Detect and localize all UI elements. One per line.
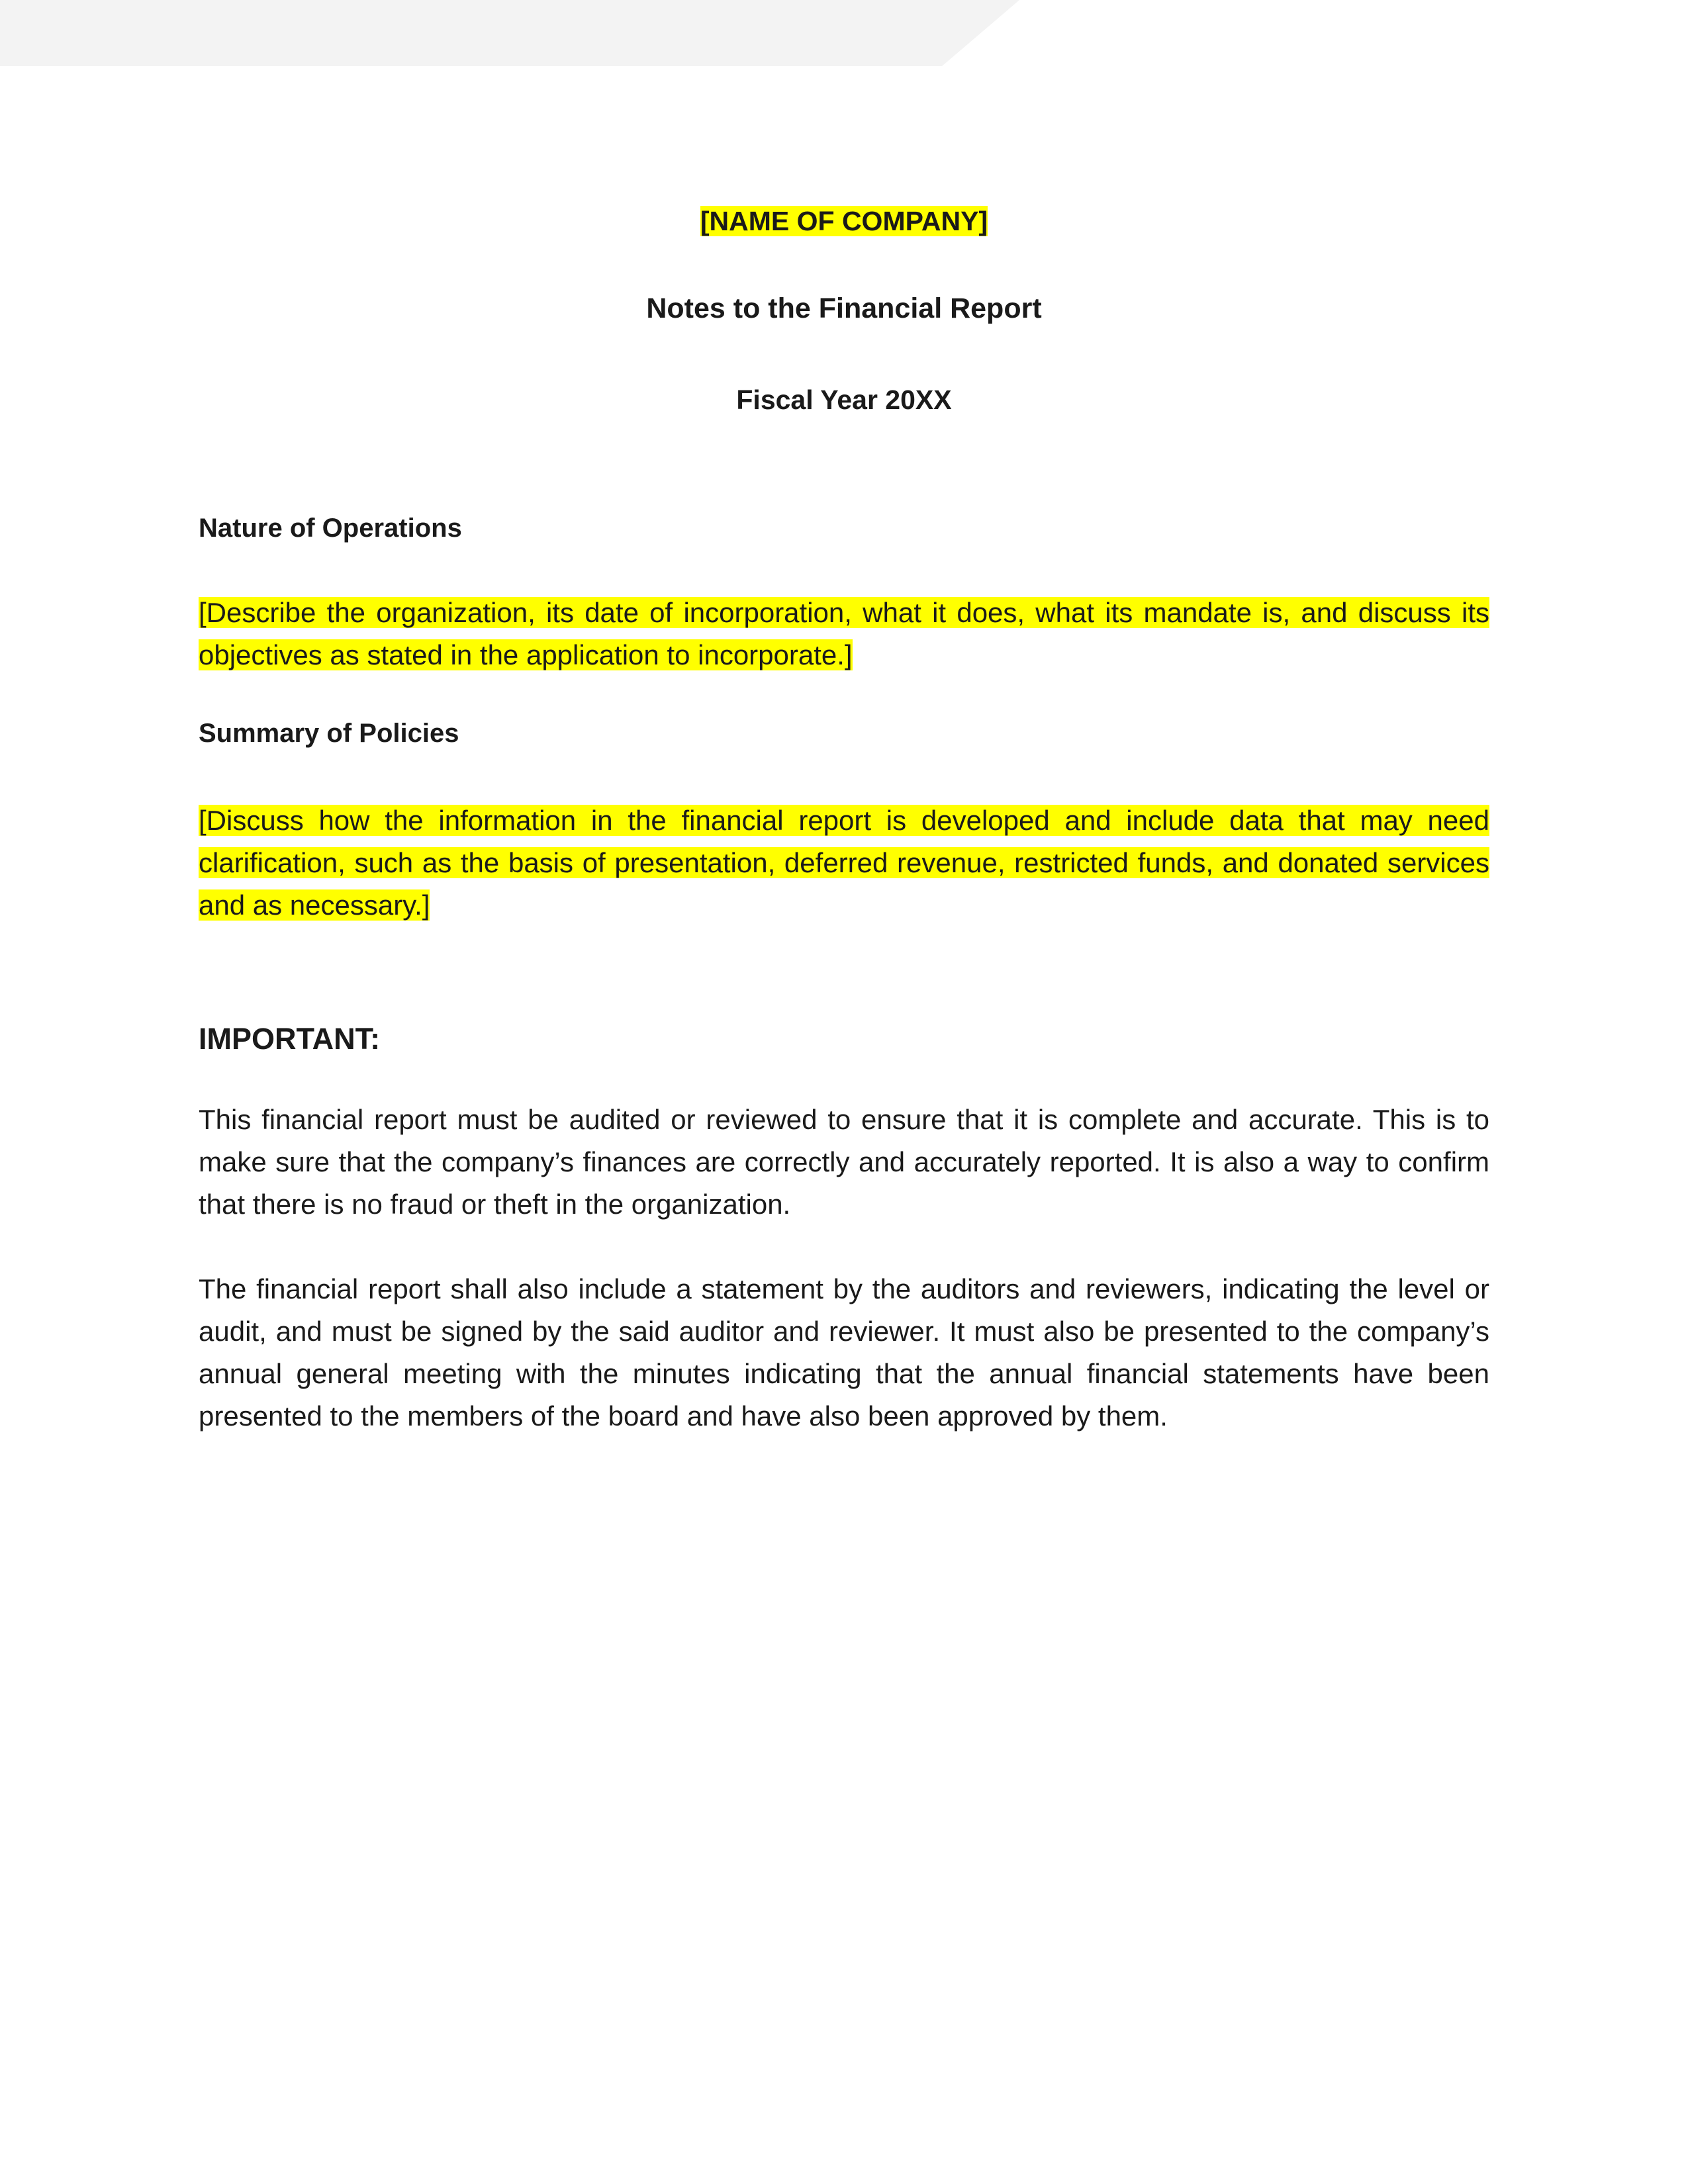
document-page [199,185,1489,1437]
document-title: Notes to the Financial Report [646,293,1042,324]
company-name-placeholder: [NAME OF COMPANY] [700,206,988,236]
section-body-summary-of-policies [199,799,1489,927]
section-heading-nature-of-operations: Nature of Operations [199,514,462,543]
important-paragraph-2: The financial report shall also include a statement by the auditors and reviewers, indicating the level or audit, and must be signed by the said auditor and reviewer. It must also be presented to the company’s annual general meeting with the minutes indicating that the annual financial statements have been presented to the members of the board and have also been approved by them. [199,1273,1489,1432]
important-paragraph-1: This financial report must be audited or reviewed to ensure that it is complete and accurate. This is to make sure that the company’s finances are correctly and accurately reported. It is also a way to confirm that there is no fraud or theft in the organization. [199,1104,1489,1220]
section-heading-summary-of-policies: Summary of Policies [199,719,459,748]
important-heading: IMPORTANT: [199,1022,381,1056]
header-decoration-band [0,0,1019,66]
fiscal-year: Fiscal Year 20XX [736,385,952,415]
section-body-nature-of-operations [199,592,1489,676]
nature-of-operations-placeholder: [Describe the organization, its date of incorporation, what it does, what its mandate is, and discuss its objectives as stated in the application to incorporate.] [199,597,1489,670]
company-name-line [199,203,1489,240]
summary-of-policies-placeholder: [Discuss how the information in the financial report is developed and include data that may need clarification, such as the basis of presentation, deferred revenue, restricted funds, and donated services and as necessary.] [199,805,1489,921]
